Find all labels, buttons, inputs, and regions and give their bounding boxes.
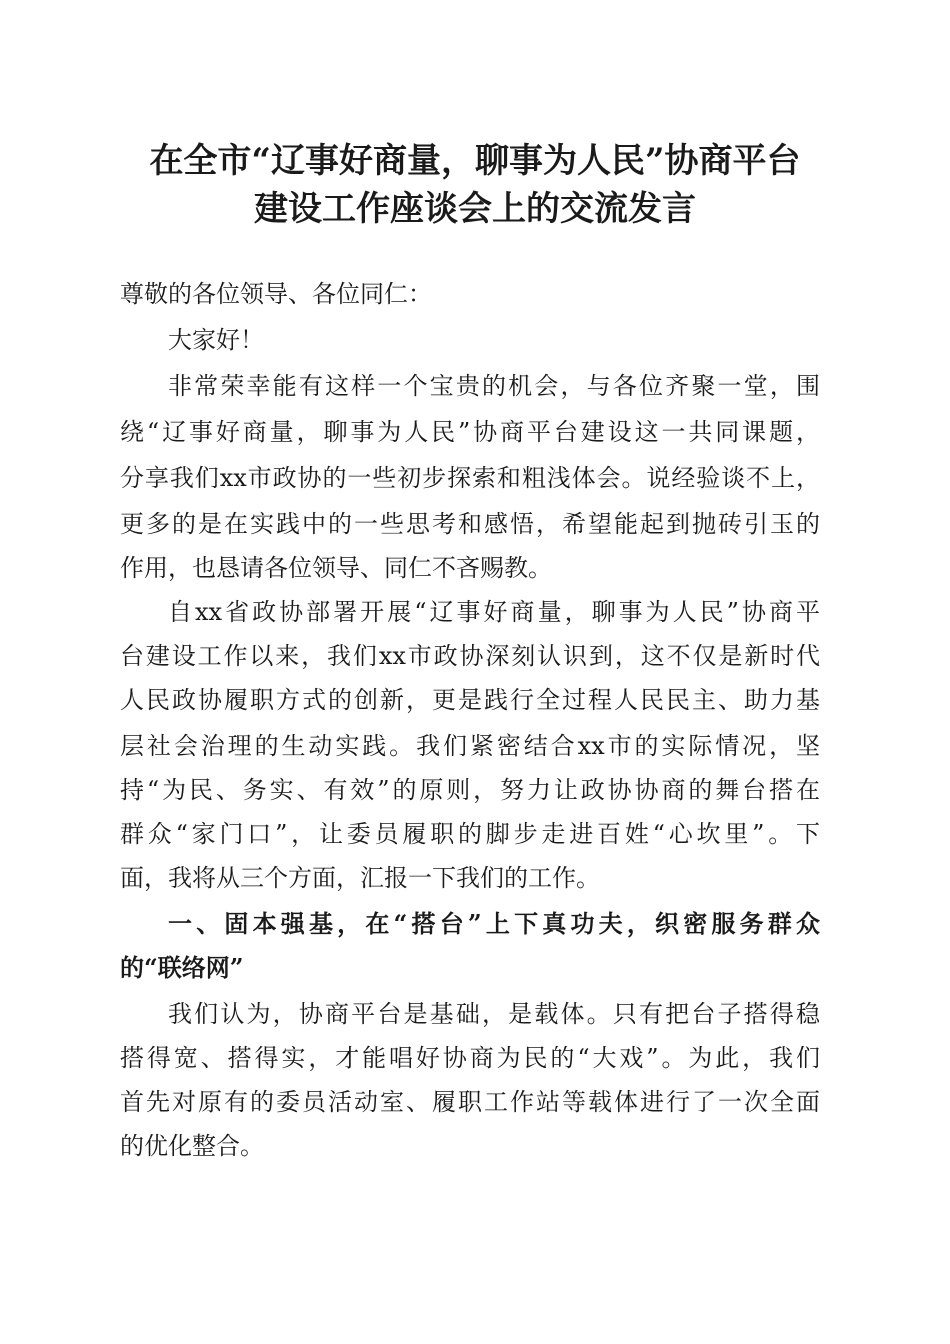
section-heading-line: 的“联络网” (120, 953, 244, 982)
greeting: 大家好！ (168, 326, 264, 354)
paragraph-2-line: 台建设工作以来，我们xx市政协深刻认识到，这不仅是新时代 (120, 642, 820, 670)
paragraph-2-line: 自xx省政协部署开展“辽事好商量，聊事为人民”协商平 (168, 598, 820, 626)
paragraph-3-line: 搭得宽、搭得实，才能唱好协商为民的“大戏”。为此，我们 (120, 1044, 820, 1072)
section-heading-line: 一、固本强基，在“搭台”上下真功夫，织密服务群众 (168, 909, 820, 938)
paragraph-1-line: 绕“辽事好商量，聊事为人民”协商平台建设这一共同课题， (120, 418, 820, 446)
paragraph-2-line: 人民政协履职方式的创新，更是践行全过程人民民主、助力基 (120, 686, 820, 714)
paragraph-1-line: 更多的是在实践中的一些思考和感悟，希望能起到抛砖引玉的 (120, 510, 820, 538)
paragraph-2-line: 群众“家门口”，让委员履职的脚步走进百姓“心坎里”。下 (120, 820, 820, 848)
paragraph-2-line: 面，我将从三个方面，汇报一下我们的工作。 (120, 864, 600, 892)
paragraph-1-line: 非常荣幸能有这样一个宝贵的机会，与各位齐聚一堂，围 (168, 372, 820, 400)
paragraph-3-line: 我们认为，协商平台是基础，是载体。只有把台子搭得稳 (168, 1000, 820, 1028)
salutation: 尊敬的各位领导、各位同仁： (120, 280, 432, 308)
paragraph-3-line: 首先对原有的委员活动室、履职工作站等载体进行了一次全面 (120, 1088, 820, 1116)
paragraph-3-line: 的优化整合。 (120, 1132, 264, 1160)
paragraph-1-line: 作用，也恳请各位领导、同仁不吝赐教。 (120, 554, 552, 582)
paragraph-1-line: 分享我们xx市政协的一些初步探索和粗浅体会。说经验谈不上， (120, 464, 820, 492)
document-title-line-2: 建设工作座谈会上的交流发言 (254, 189, 696, 229)
paragraph-2-line: 层社会治理的生动实践。我们紧密结合xx市的实际情况，坚 (120, 732, 820, 760)
paragraph-2-line: 持“为民、务实、有效”的原则，努力让政协协商的舞台搭在 (120, 776, 820, 804)
document-title-line-1: 在全市“辽事好商量，聊事为人民”协商平台 (149, 141, 801, 181)
